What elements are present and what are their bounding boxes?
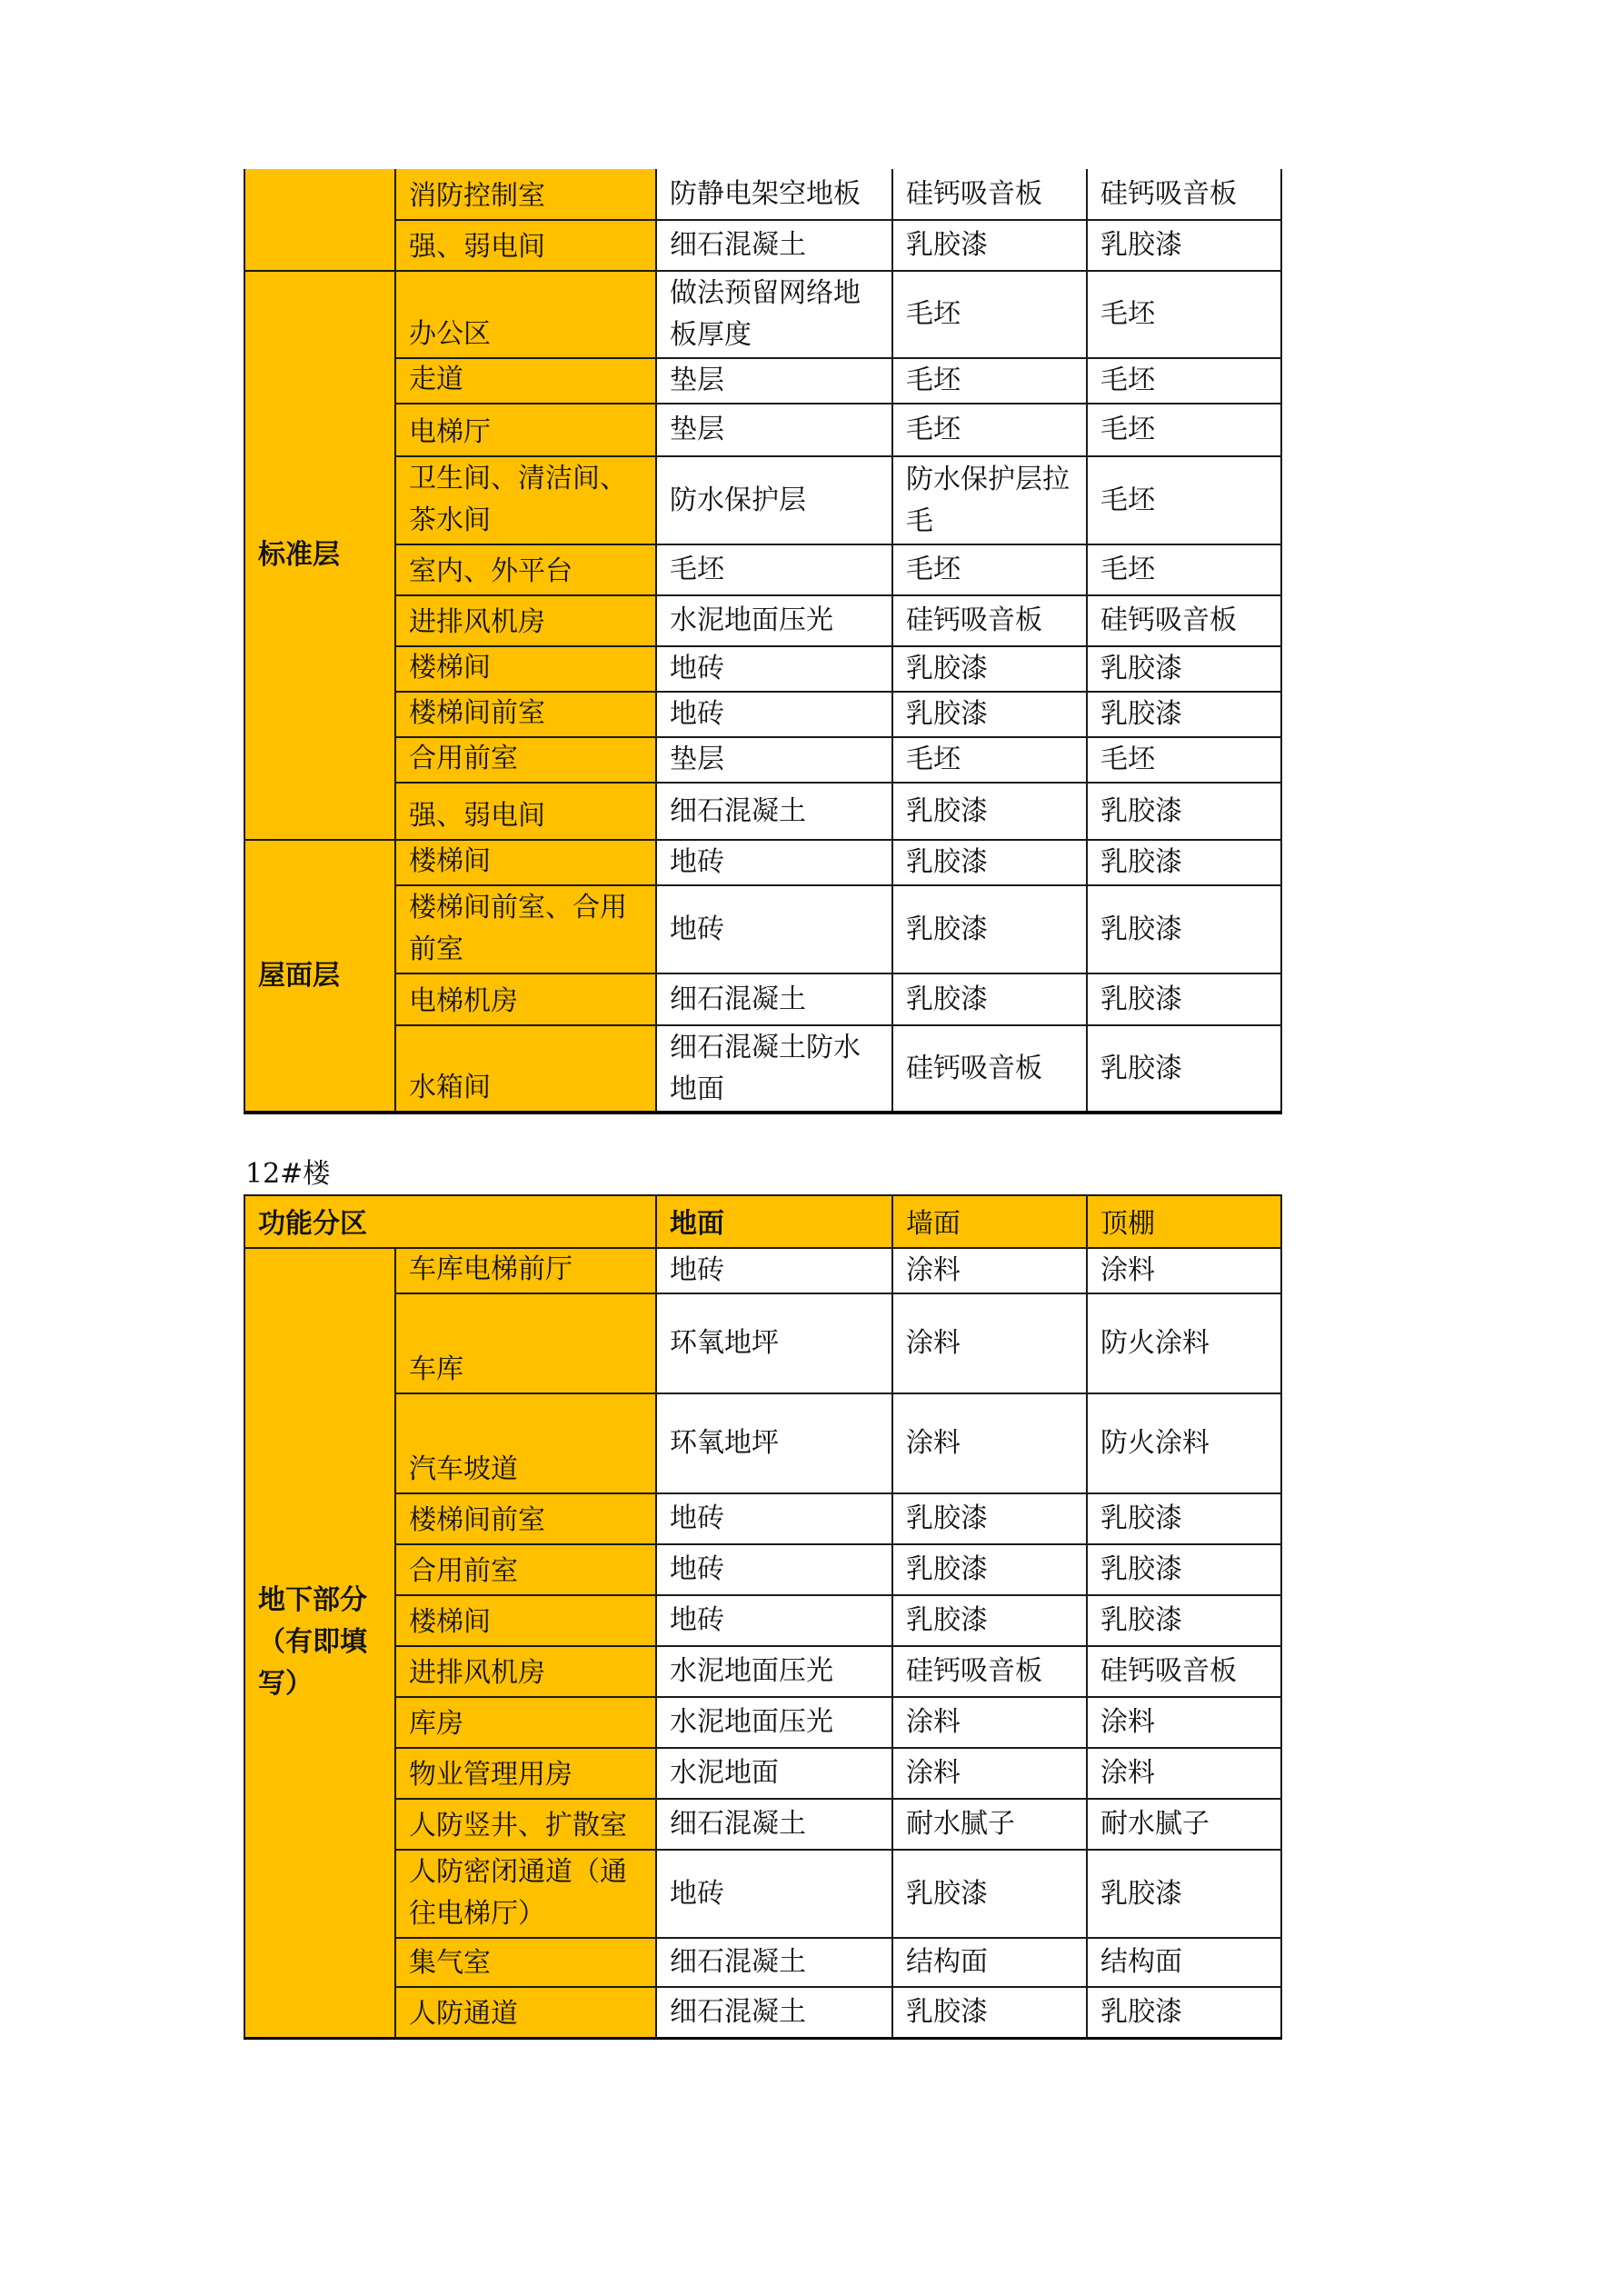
wall-cell: 毛坯 [892, 737, 1087, 783]
table-row [244, 358, 1281, 404]
floor-cell: 细石混凝土 [656, 1938, 892, 1987]
wall-cell: 硅钙吸音板 [892, 1646, 1087, 1697]
table-row [244, 1938, 1281, 1987]
floor-cell: 防静电架空地板 [656, 169, 892, 220]
wall-cell: 乳胶漆 [892, 1595, 1087, 1646]
ceiling-cell: 乳胶漆 [1087, 1850, 1281, 1938]
ceiling-cell: 毛坯 [1087, 544, 1281, 595]
header-floor: 地面 [656, 1195, 892, 1248]
wall-cell: 毛坯 [892, 358, 1087, 404]
table-row [244, 595, 1281, 646]
wall-cell: 乳胶漆 [892, 646, 1087, 692]
wall-cell: 乳胶漆 [892, 1493, 1087, 1544]
wall-cell: 涂料 [892, 1697, 1087, 1748]
table-row [244, 692, 1281, 737]
zone-cell: 库房 [395, 1697, 656, 1748]
floor-cell: 水泥地面 [656, 1748, 892, 1799]
ceiling-cell: 乳胶漆 [1087, 1544, 1281, 1595]
table-row [244, 1293, 1281, 1393]
table-row [244, 404, 1281, 456]
table-row [244, 1248, 1281, 1293]
zone-cell: 人防竖井、扩散室 [395, 1799, 656, 1850]
ceiling-cell: 乳胶漆 [1087, 840, 1281, 885]
wall-cell: 硅钙吸音板 [892, 169, 1087, 220]
ceiling-cell: 乳胶漆 [1087, 973, 1281, 1025]
table-row [244, 1697, 1281, 1748]
ceiling-cell: 毛坯 [1087, 404, 1281, 456]
ceiling-cell: 硅钙吸音板 [1087, 1646, 1281, 1697]
zone-cell: 楼梯间 [395, 646, 656, 692]
table-row [244, 1025, 1281, 1113]
table-row [244, 1544, 1281, 1595]
table-row [244, 840, 1281, 885]
wall-cell: 乳胶漆 [892, 783, 1087, 840]
ceiling-cell: 硅钙吸音板 [1087, 595, 1281, 646]
zone-cell: 电梯厅 [395, 404, 656, 456]
zone-cell: 电梯机房 [395, 973, 656, 1025]
zone-cell: 强、弱电间 [395, 783, 656, 840]
table-row [244, 1799, 1281, 1850]
wall-cell: 涂料 [892, 1748, 1087, 1799]
floor-cell: 毛坯 [656, 544, 892, 595]
table-row [244, 1493, 1281, 1544]
wall-cell: 涂料 [892, 1248, 1087, 1293]
floor-cell: 细石混凝土 [656, 973, 892, 1025]
ceiling-cell: 乳胶漆 [1087, 646, 1281, 692]
wall-cell: 耐水腻子 [892, 1799, 1087, 1850]
ceiling-cell: 乳胶漆 [1087, 1025, 1281, 1113]
table-row [244, 169, 1281, 220]
zone-cell: 办公区 [395, 271, 656, 358]
floor-cell: 防水保护层 [656, 456, 892, 544]
wall-cell: 硅钙吸音板 [892, 1025, 1087, 1113]
ceiling-cell: 乳胶漆 [1087, 220, 1281, 271]
floor-cell: 垫层 [656, 404, 892, 456]
zone-cell: 合用前室 [395, 1544, 656, 1595]
floor-cell: 环氧地坪 [656, 1393, 892, 1493]
ceiling-cell: 涂料 [1087, 1748, 1281, 1799]
table-row [244, 456, 1281, 544]
ceiling-cell: 涂料 [1087, 1248, 1281, 1293]
table-row [244, 1748, 1281, 1799]
table-row [244, 646, 1281, 692]
table-row [244, 1850, 1281, 1938]
zone-cell: 集气室 [395, 1938, 656, 1987]
table-row [244, 737, 1281, 783]
table-row [244, 973, 1281, 1025]
group-cell-standard-floor: 标准层 [244, 271, 395, 840]
floor-cell: 环氧地坪 [656, 1293, 892, 1393]
group-cell-underground: 地下部分（有即填写） [244, 1248, 395, 2038]
group-cell-prev [244, 169, 395, 271]
floor-cell: 水泥地面压光 [656, 1646, 892, 1697]
table-row [244, 1987, 1281, 2038]
zone-cell: 人防密闭通道（通往电梯厅） [395, 1850, 656, 1938]
zone-cell: 汽车坡道 [395, 1393, 656, 1493]
table-row [244, 271, 1281, 358]
floor-cell: 水泥地面压光 [656, 1697, 892, 1748]
zone-cell: 车库电梯前厅 [395, 1248, 656, 1293]
zone-cell: 卫生间、清洁间、茶水间 [395, 456, 656, 544]
floor-cell: 细石混凝土 [656, 1987, 892, 2038]
wall-cell: 乳胶漆 [892, 973, 1087, 1025]
zone-cell: 水箱间 [395, 1025, 656, 1113]
zone-cell: 楼梯间前室、合用前室 [395, 885, 656, 973]
ceiling-cell: 乳胶漆 [1087, 783, 1281, 840]
header-wall: 墙面 [892, 1195, 1087, 1248]
zone-cell: 物业管理用房 [395, 1748, 656, 1799]
finish-schedule-table-2 [244, 1194, 1282, 2040]
table-row [244, 220, 1281, 271]
building-caption: 12#楼 [245, 1158, 331, 1190]
ceiling-cell: 硅钙吸音板 [1087, 169, 1281, 220]
floor-cell: 地砖 [656, 1595, 892, 1646]
floor-cell: 地砖 [656, 692, 892, 737]
header-ceiling: 顶棚 [1087, 1195, 1281, 1248]
header-zone: 功能分区 [244, 1195, 656, 1248]
zone-cell: 楼梯间 [395, 840, 656, 885]
wall-cell: 涂料 [892, 1293, 1087, 1393]
ceiling-cell: 乳胶漆 [1087, 1987, 1281, 2038]
wall-cell: 乳胶漆 [892, 885, 1087, 973]
floor-cell: 细石混凝土 [656, 220, 892, 271]
floor-cell: 垫层 [656, 737, 892, 783]
ceiling-cell: 毛坯 [1087, 456, 1281, 544]
ceiling-cell: 乳胶漆 [1087, 1493, 1281, 1544]
table-row [244, 544, 1281, 595]
wall-cell: 防水保护层拉毛 [892, 456, 1087, 544]
table-row [244, 1646, 1281, 1697]
zone-cell: 人防通道 [395, 1987, 656, 2038]
wall-cell: 乳胶漆 [892, 840, 1087, 885]
zone-cell: 进排风机房 [395, 595, 656, 646]
ceiling-cell: 毛坯 [1087, 271, 1281, 358]
floor-cell: 地砖 [656, 840, 892, 885]
wall-cell: 毛坯 [892, 271, 1087, 358]
wall-cell: 结构面 [892, 1938, 1087, 1987]
ceiling-cell: 防火涂料 [1087, 1393, 1281, 1493]
zone-cell: 强、弱电间 [395, 220, 656, 271]
floor-cell: 地砖 [656, 1248, 892, 1293]
wall-cell: 乳胶漆 [892, 220, 1087, 271]
wall-cell: 乳胶漆 [892, 1850, 1087, 1938]
ceiling-cell: 毛坯 [1087, 358, 1281, 404]
wall-cell: 硅钙吸音板 [892, 595, 1087, 646]
zone-cell: 合用前室 [395, 737, 656, 783]
ceiling-cell: 毛坯 [1087, 737, 1281, 783]
wall-cell: 乳胶漆 [892, 692, 1087, 737]
wall-cell: 涂料 [892, 1393, 1087, 1493]
floor-cell: 地砖 [656, 885, 892, 973]
finish-schedule-table-1 [244, 169, 1282, 1114]
group-cell-roof-floor: 屋面层 [244, 840, 395, 1113]
floor-cell: 地砖 [656, 1850, 892, 1938]
floor-cell: 做法预留网络地板厚度 [656, 271, 892, 358]
table-row [244, 885, 1281, 973]
zone-cell: 走道 [395, 358, 656, 404]
table-row [244, 783, 1281, 840]
table-row [244, 1393, 1281, 1493]
ceiling-cell: 乳胶漆 [1087, 692, 1281, 737]
ceiling-cell: 防火涂料 [1087, 1293, 1281, 1393]
zone-cell: 室内、外平台 [395, 544, 656, 595]
wall-cell: 乳胶漆 [892, 1544, 1087, 1595]
zone-cell: 楼梯间前室 [395, 692, 656, 737]
wall-cell: 毛坯 [892, 404, 1087, 456]
header-row [244, 1195, 1281, 1248]
zone-cell: 车库 [395, 1293, 656, 1393]
floor-cell: 细石混凝土防水地面 [656, 1025, 892, 1113]
floor-cell: 细石混凝土 [656, 783, 892, 840]
zone-cell: 进排风机房 [395, 1646, 656, 1697]
wall-cell: 毛坯 [892, 544, 1087, 595]
floor-cell: 细石混凝土 [656, 1799, 892, 1850]
ceiling-cell: 乳胶漆 [1087, 1595, 1281, 1646]
wall-cell: 乳胶漆 [892, 1987, 1087, 2038]
floor-cell: 水泥地面压光 [656, 595, 892, 646]
table-row [244, 1595, 1281, 1646]
floor-cell: 垫层 [656, 358, 892, 404]
ceiling-cell: 涂料 [1087, 1697, 1281, 1748]
floor-cell: 地砖 [656, 646, 892, 692]
floor-cell: 地砖 [656, 1493, 892, 1544]
ceiling-cell: 结构面 [1087, 1938, 1281, 1987]
floor-cell: 地砖 [656, 1544, 892, 1595]
zone-cell: 消防控制室 [395, 169, 656, 220]
zone-cell: 楼梯间前室 [395, 1493, 656, 1544]
ceiling-cell: 乳胶漆 [1087, 885, 1281, 973]
ceiling-cell: 耐水腻子 [1087, 1799, 1281, 1850]
zone-cell: 楼梯间 [395, 1595, 656, 1646]
